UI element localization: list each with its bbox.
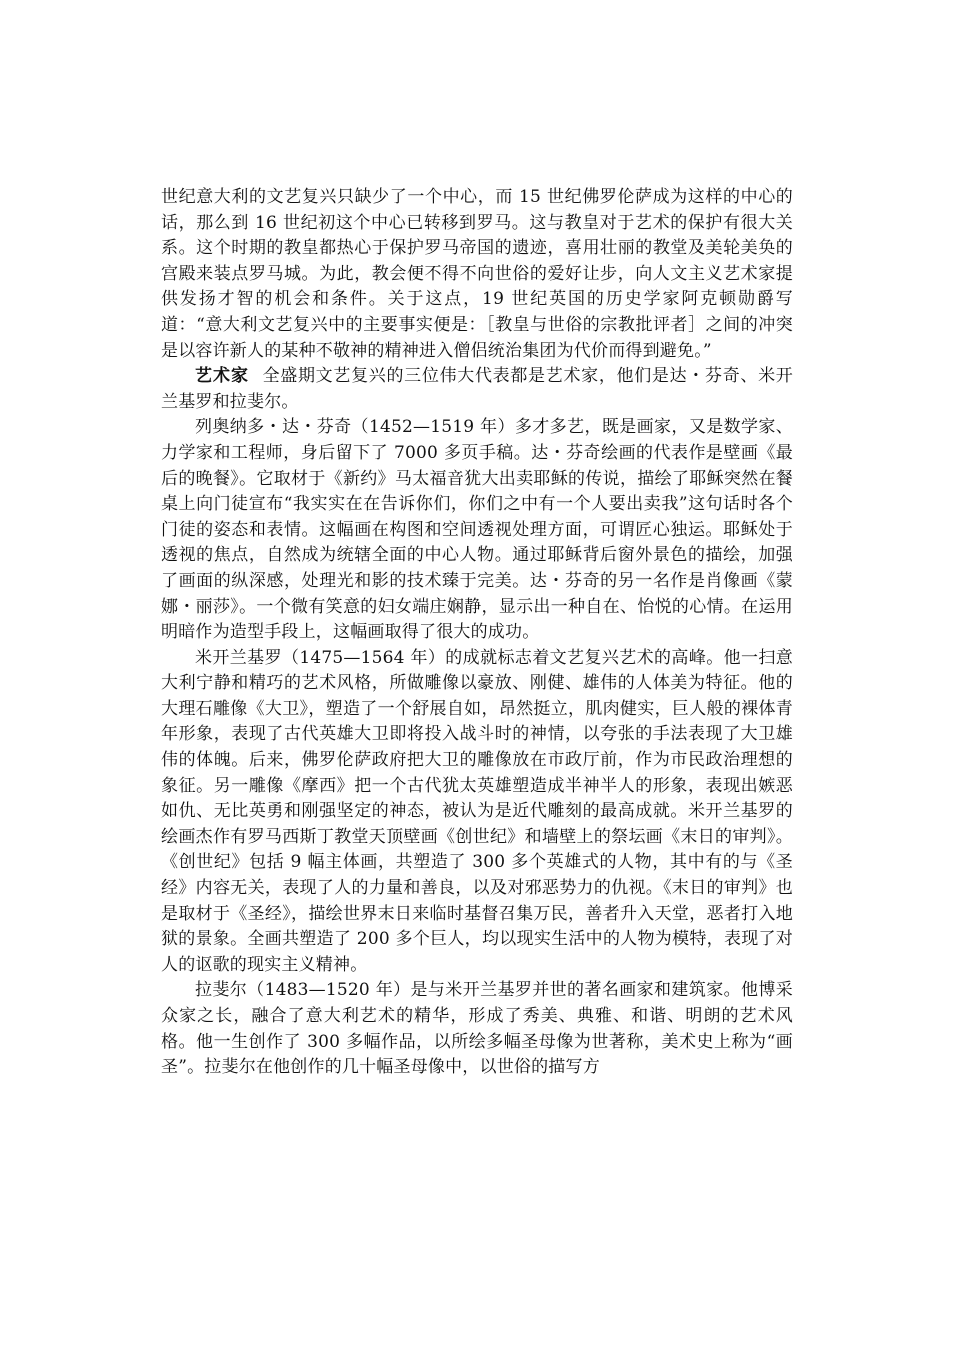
paragraph-text: 全盛期文艺复兴的三位伟大代表都是艺术家，他们是达・芬奇、米开兰基罗和拉斐尔。 [161, 366, 794, 412]
paragraph-text: 列奥纳多・达・芬奇（1452—1519 年）多才多艺，既是画家，又是数学家、力学家和工程师，身后留下了 7000 多页手稿。达・芬奇绘画的代表作是壁画《最后的晚餐》。它取材于《新约》马太福音犹大出卖耶稣的传说，描绘了耶稣突然在餐桌上向门徒宣布“我实实在在告诉你们，你们之中有一个人要出卖我”这句话时各个门徒的姿态和表情。这幅画在构图和空间透视处理方面，可谓匠心独运。耶稣处于透视的焦点，自然成为统辖全面的中心人物。通过耶稣背后窗外景色的描绘，加强了画面的纵深感，处理光和影的技术臻于完美。达・芬奇的另一名作是肖像画《蒙娜・丽莎》。一个微有笑意的妇女端庄娴静，显示出一种自在、怡悦的心情。在运用明暗作为造型手段上，这幅画取得了很大的成功。 [161, 417, 793, 643]
paragraph-leonardo [161, 415, 793, 645]
paragraph-raphael [161, 978, 793, 1080]
paragraph-text: 世纪意大利的文艺复兴只缺少了一个中心，而 15 世纪佛罗伦萨成为这样的中心的话，那么到 16 世纪初这个中心已转移到罗马。这与教皇对于艺术的保护有很大关系。这个时期的教皇都热心于保护罗马帝国的遗迹，喜用壮丽的教堂及美轮美奂的宫殿来装点罗马城。为此，教会便不得不向世俗的爱好让步，向人文主义艺术家提供发扬才智的机会和条件。关于这点，19 世纪英国的历史学家阿克顿勋爵写道：“意大利文艺复兴中的主要事实便是：［教皇与世俗的宗教批评者］之间的冲突是以容许新人的某种不敬神的精神进入僧侣统治集团为代价而得到避免。” [161, 187, 793, 361]
paragraph-michelangelo [161, 646, 793, 979]
body-text [161, 185, 793, 1081]
paragraph-artists [161, 364, 793, 415]
paragraph-text: 拉斐尔（1483—1520 年）是与米开兰基罗并世的著名画家和建筑家。他博采众家之长，融合了意大利艺术的精华，形成了秀美、典雅、和谐、明朗的艺术风格。他一生创作了 300 多幅作品，以所绘多幅圣母像为世著称，美术史上称为“画圣”。拉斐尔在他创作的几十幅圣母像中，以世俗的描写方 [161, 980, 793, 1078]
section-heading: 艺术家 [195, 366, 249, 387]
paragraph-text: 米开兰基罗（1475—1564 年）的成就标志着文艺复兴艺术的高峰。他一扫意大利宁静和精巧的艺术风格，所做雕像以豪放、刚健、雄伟的人体美为特征。他的大理石雕像《大卫》，塑造了一个舒展自如，昂然挺立，肌肉健实，巨人般的裸体青年形象，表现了古代英雄大卫即将投入战斗时的神情，以夸张的手法表现了大卫雄伟的体魄。后来，佛罗伦萨政府把大卫的雕像放在市政厅前，作为市民政治理想的象征。另一雕像《摩西》把一个古代犹太英雄塑造成半神半人的形象，表现出嫉恶如仇、无比英勇和刚强坚定的神态，被认为是近代雕刻的最高成就。米开兰基罗的绘画杰作有罗马西斯丁教堂天顶壁画《创世纪》和墙壁上的祭坛画《末日的审判》。《创世纪》包括 9 幅主体画，共塑造了 300 多个英雄式的人物，其中有的与《圣经》内容无关，表现了人的力量和善良，以及对邪恶势力的仇视。《末日的审判》也是取材于《圣经》，描绘世界末日来临时基督召集万民，善者升入天堂，恶者打入地狱的景象。全画共塑造了 200 多个巨人，均以现实生活中的人物为模特，表现了对人的讴歌的现实主义精神。 [161, 647, 793, 975]
paragraph-continuation [161, 185, 793, 364]
